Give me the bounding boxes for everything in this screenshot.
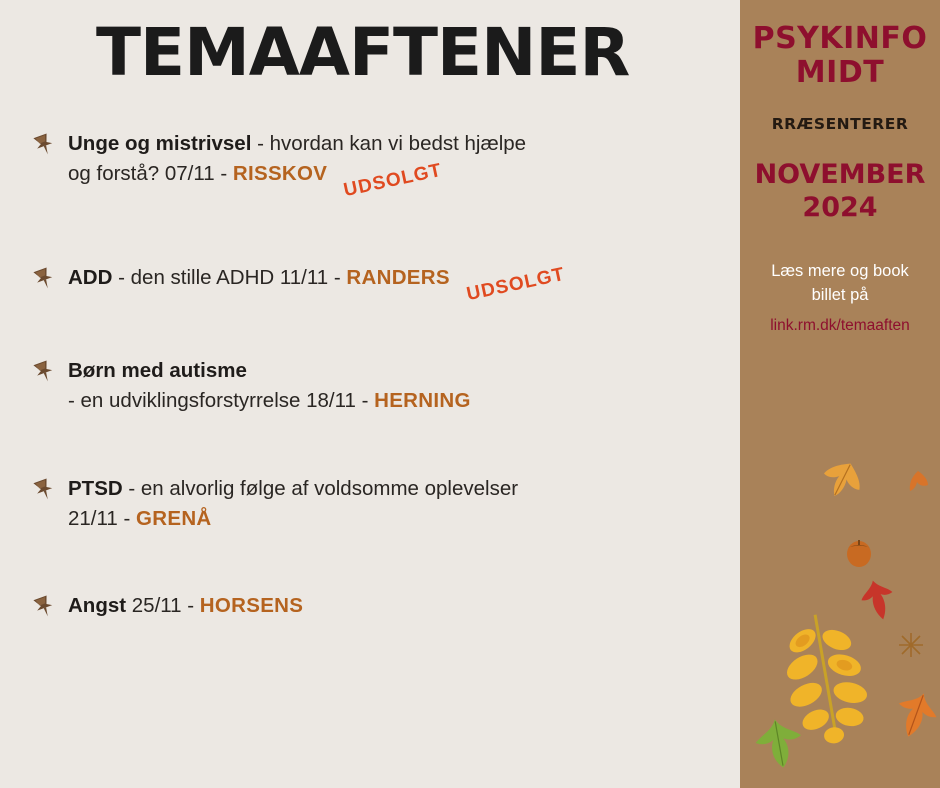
event-title: PTSD bbox=[68, 476, 123, 500]
event-place: RISSKOV bbox=[232, 162, 328, 186]
event-title: Unge og mistrivsel bbox=[68, 132, 252, 156]
booking-link[interactable]: link.rm.dk/temaaften bbox=[770, 317, 910, 335]
event-title: Angst bbox=[68, 594, 127, 618]
event-desc: hvordan kan vi bedst hjælpe bbox=[269, 132, 527, 156]
list-item-line-2 bbox=[68, 159, 740, 202]
list-item-line-1 bbox=[68, 356, 740, 386]
pushpin-icon bbox=[30, 476, 58, 502]
leaf-icon bbox=[906, 470, 930, 492]
brand-line-2: MIDT bbox=[795, 54, 885, 90]
brand-line-1: PSYKINFO bbox=[752, 21, 928, 56]
event-place: GRENÅ bbox=[136, 506, 212, 530]
brand-name bbox=[740, 22, 940, 89]
leaf-icon bbox=[892, 690, 940, 740]
event-desc: en alvorlig følge af voldsomme oplevelser bbox=[140, 476, 519, 500]
event-desc-cont: 21/11 - bbox=[68, 506, 136, 530]
list-item[interactable] bbox=[30, 263, 740, 305]
event-desc-cont: - en udviklingsforstyrrelse 18/11 - bbox=[68, 389, 375, 413]
event-place: RANDERS bbox=[346, 265, 450, 289]
event-desc: 25/11 - bbox=[131, 594, 200, 618]
event-place: HORSENS bbox=[199, 594, 304, 618]
leaf-icon bbox=[752, 716, 806, 770]
booking-info bbox=[740, 259, 940, 338]
year-label: 2024 bbox=[802, 191, 878, 223]
list-item-line-1 bbox=[68, 591, 740, 621]
event-dash: - bbox=[122, 476, 141, 500]
list-item-line-1 bbox=[68, 263, 740, 305]
leaf-icon bbox=[858, 578, 898, 622]
list-item-line-1 bbox=[68, 474, 740, 504]
list-item[interactable] bbox=[30, 474, 740, 533]
booking-line-1: Læs mere og book bbox=[771, 261, 909, 280]
event-dash: - bbox=[251, 132, 270, 156]
status-badge: UDSOLGT bbox=[342, 159, 445, 202]
event-place: HERNING bbox=[374, 389, 471, 413]
poster-sidebar bbox=[740, 0, 940, 788]
list-item[interactable] bbox=[30, 129, 740, 202]
event-dash: - bbox=[112, 265, 131, 289]
booking-line-2: billet på bbox=[811, 286, 869, 305]
leaf-icon bbox=[820, 460, 866, 500]
event-title: ADD bbox=[68, 265, 113, 289]
pushpin-icon bbox=[30, 593, 58, 619]
month-label: NOVEMBER bbox=[754, 159, 926, 191]
list-item[interactable] bbox=[30, 356, 740, 415]
presents-label: RRÆSENTERER bbox=[771, 115, 909, 134]
page-title: TEMAAFTENER bbox=[96, 14, 630, 91]
list-item[interactable] bbox=[30, 591, 740, 621]
status-badge: UDSOLGT bbox=[464, 263, 567, 305]
event-list bbox=[0, 129, 740, 621]
leaf-icon bbox=[770, 608, 880, 748]
list-item-line-2 bbox=[68, 504, 740, 534]
leaf-icon bbox=[842, 536, 876, 570]
event-desc-cont: og forstå? 07/11 - bbox=[68, 162, 233, 186]
event-desc: den stille ADHD 11/11 - bbox=[130, 265, 347, 289]
pushpin-icon bbox=[30, 358, 58, 384]
pushpin-icon bbox=[30, 131, 58, 157]
list-item-line-2 bbox=[68, 386, 740, 416]
leaf-icon bbox=[896, 630, 926, 660]
event-title: Børn med autisme bbox=[68, 359, 247, 383]
list-item-line-1 bbox=[68, 129, 740, 159]
pushpin-icon bbox=[30, 265, 58, 291]
